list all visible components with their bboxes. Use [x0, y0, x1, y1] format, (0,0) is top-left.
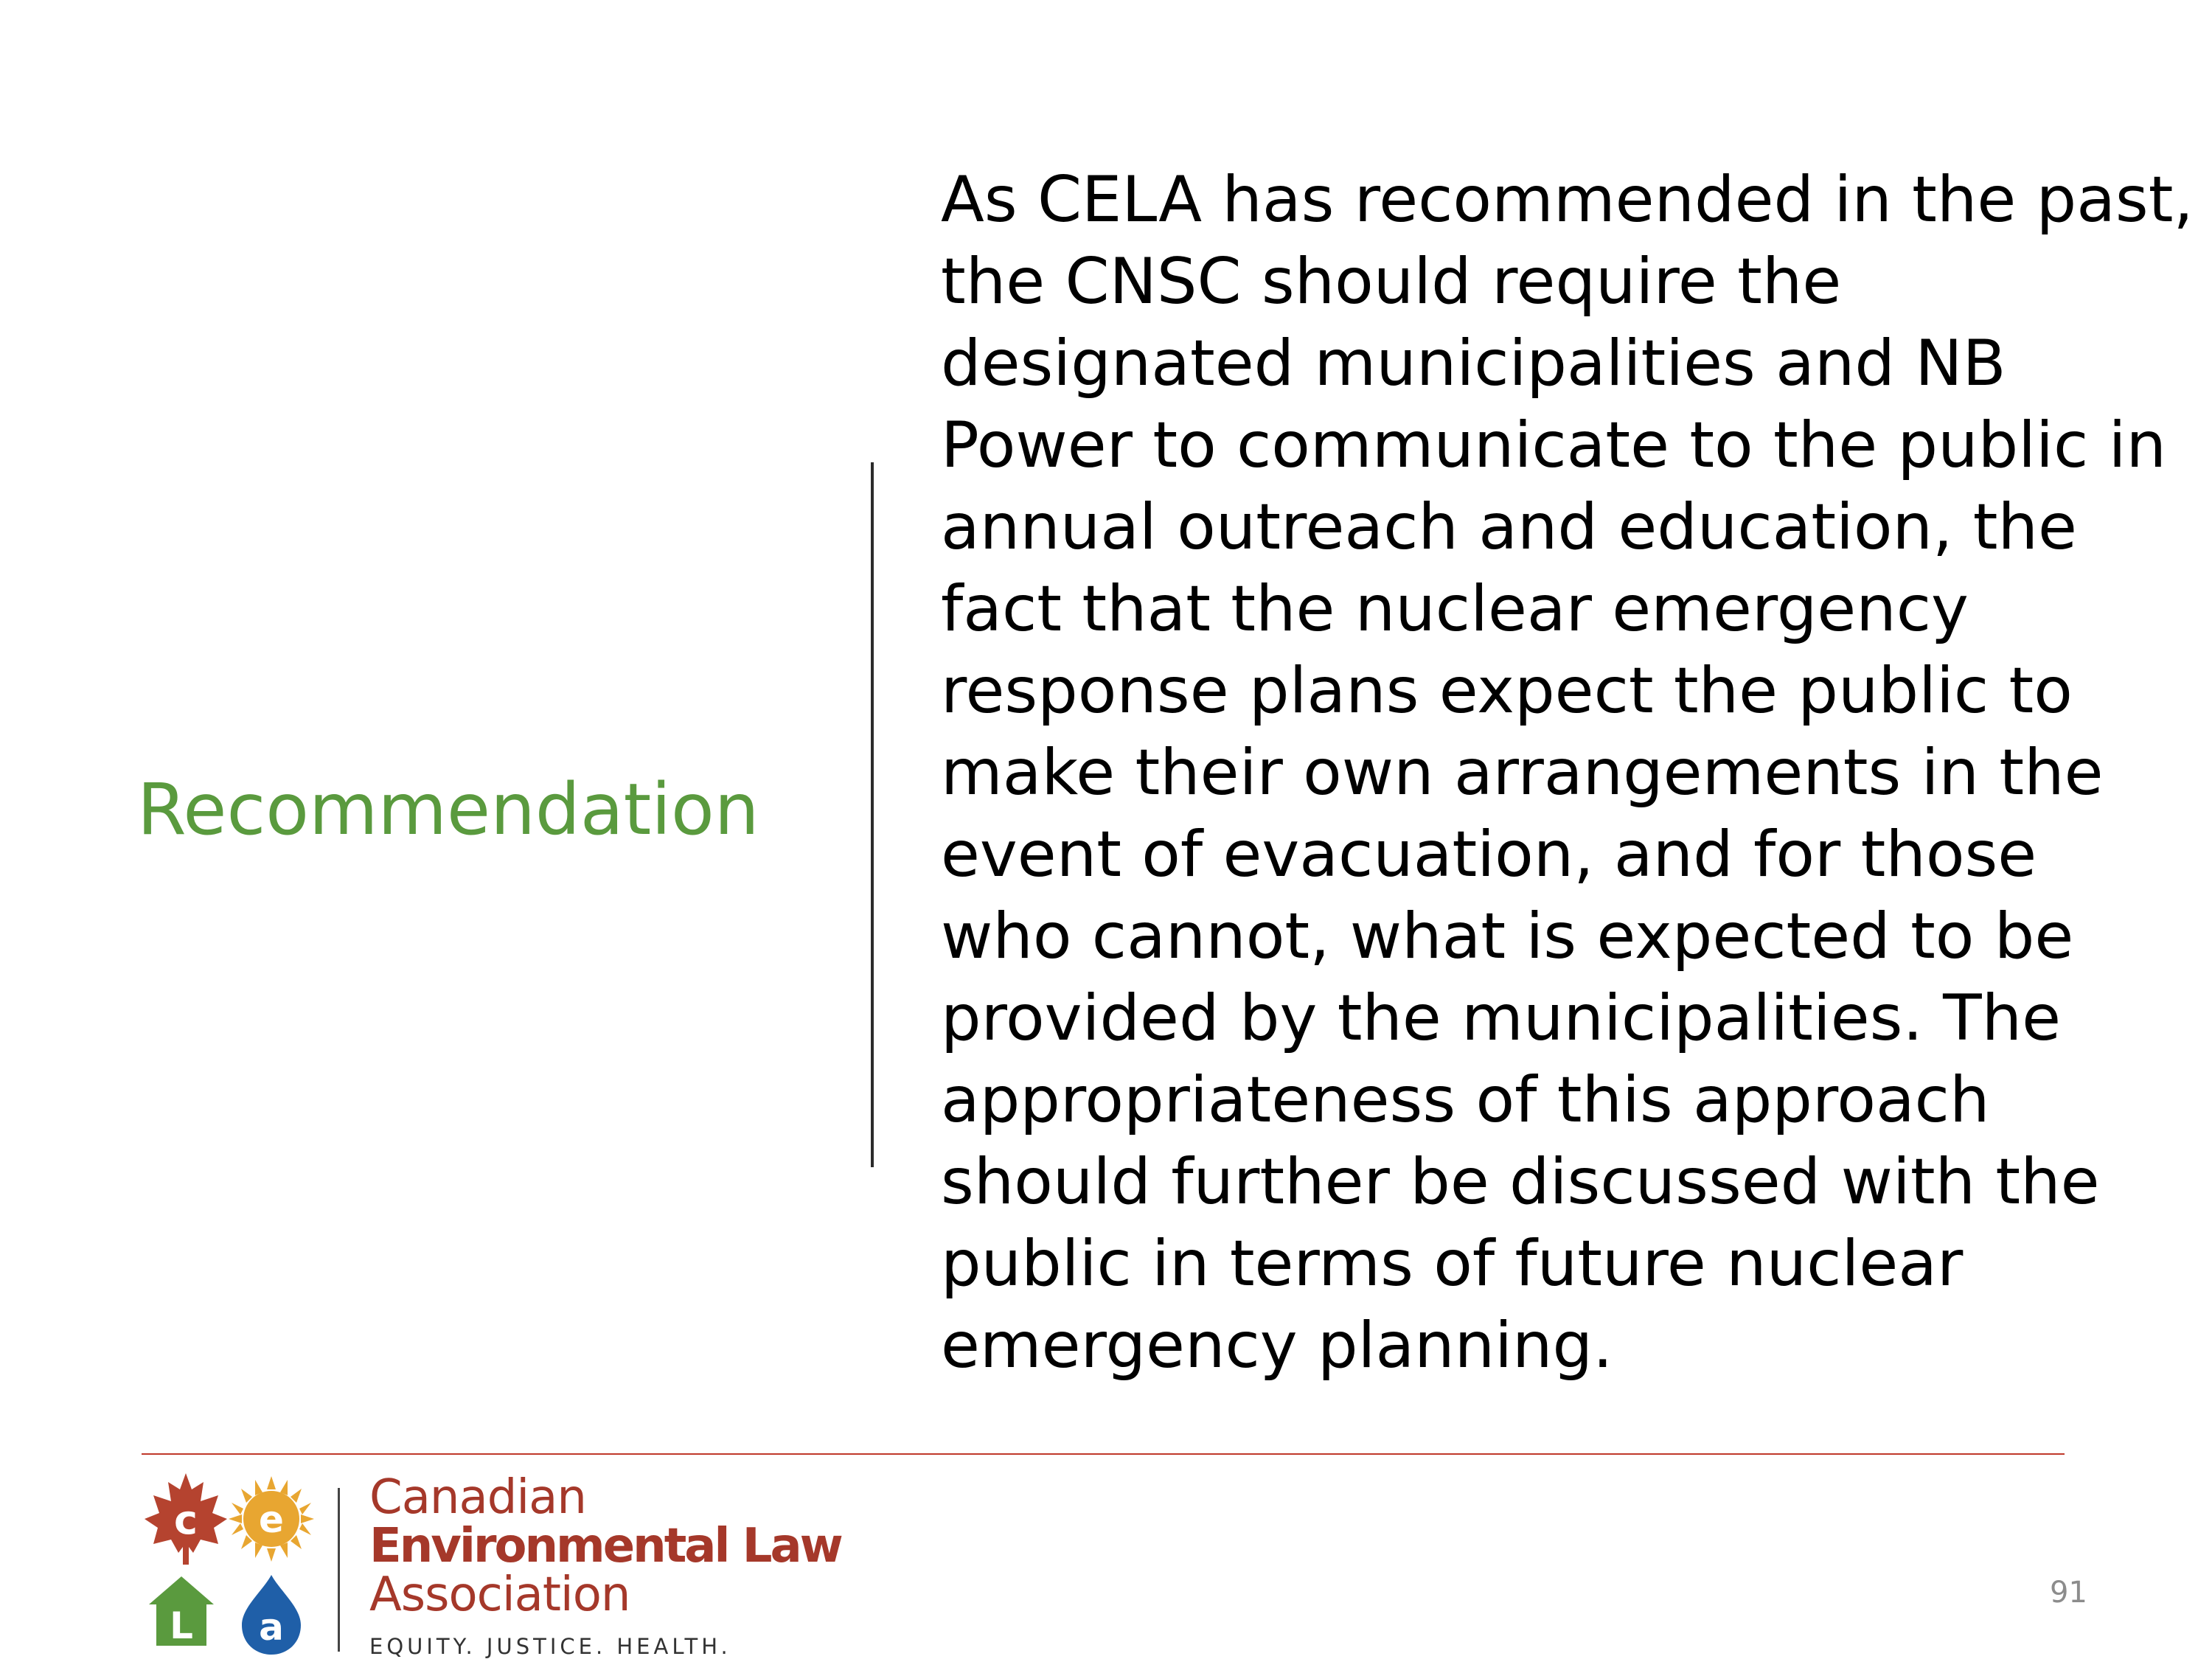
body-line: appropriateness of this approach: [941, 1063, 1990, 1137]
house-letter: L: [170, 1604, 193, 1647]
body-line: provided by the municipalities. The: [941, 981, 2062, 1055]
body-line: fact that the nuclear emergency: [941, 572, 1969, 646]
logo-name-line: Environmental Law: [369, 1519, 841, 1573]
page-number: 91: [2050, 1576, 2087, 1610]
logo-separator: [338, 1488, 340, 1652]
cela-logo-mark: [145, 1473, 321, 1658]
body-line: designated municipalities and NB: [941, 327, 2006, 400]
body-line: Power to communicate to the public in: [941, 408, 2166, 482]
drop-letter: a: [259, 1606, 284, 1649]
logo-name-line: Canadian: [369, 1470, 586, 1525]
slide-title: Recommendation: [137, 768, 759, 851]
water-drop-icon: [242, 1575, 301, 1655]
body-line: annual outreach and education, the: [941, 490, 2077, 564]
body-line: emergency planning.: [941, 1309, 1613, 1382]
logo-tagline: EQUITY. JUSTICE. HEALTH.: [369, 1634, 731, 1659]
body-line: event of evacuation, and for those: [941, 818, 2037, 891]
body-line: public in terms of future nuclear: [941, 1227, 1964, 1301]
logo-wordmark: [369, 1470, 841, 1659]
body-line: the CNSC should require the: [941, 245, 1842, 319]
leaf-letter: c: [173, 1497, 198, 1543]
sun-icon: [229, 1476, 314, 1562]
maple-leaf-icon: [145, 1473, 227, 1565]
body-line: should further be discussed with the: [941, 1145, 2100, 1219]
body-line: make their own arrangements in the: [941, 736, 2104, 810]
recommendation-body: [941, 159, 2194, 1387]
sun-letter: e: [259, 1498, 284, 1541]
vertical-divider: [871, 462, 874, 1167]
logo-name-line: Association: [369, 1568, 630, 1622]
body-line: response plans expect the public to: [941, 654, 2073, 728]
body-line: who cannot, what is expected to be: [941, 900, 2074, 973]
footer-rule: [142, 1453, 2065, 1455]
body-line: As CELA has recommended in the past,: [941, 163, 2194, 237]
house-icon: [149, 1576, 214, 1647]
cela-logo: [145, 1470, 841, 1659]
